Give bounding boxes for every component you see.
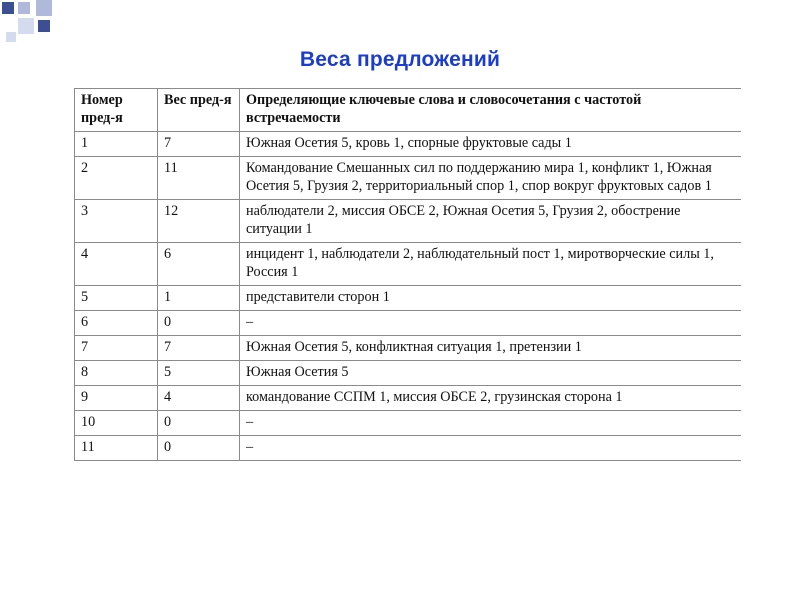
sentence-weight-cell: 5: [158, 361, 240, 386]
sentence-number-cell: 11: [75, 436, 158, 461]
deco-square: [6, 32, 16, 42]
header-sentence-weight: Вес пред-я: [158, 89, 240, 132]
table-row: [75, 200, 742, 243]
sentence-weight-cell: 0: [158, 411, 240, 436]
deco-square: [36, 0, 52, 16]
keywords-cell: инцидент 1, наблюдатели 2, наблюдательный пост 1, миротворческие силы 1, Россия 1: [240, 243, 742, 286]
sentence-weight-cell: 7: [158, 336, 240, 361]
sentence-weight-cell: 1: [158, 286, 240, 311]
table-row: [75, 386, 742, 411]
table-row: [75, 361, 742, 386]
sentence-weight-cell: 0: [158, 311, 240, 336]
keywords-cell: Южная Осетия 5: [240, 361, 742, 386]
sentence-number-cell: 4: [75, 243, 158, 286]
sentence-weights-table: [74, 88, 741, 461]
sentence-number-cell: 8: [75, 361, 158, 386]
keywords-cell: –: [240, 411, 742, 436]
sentence-weight-cell: 7: [158, 132, 240, 157]
page-title: Веса предложений: [299, 48, 501, 71]
sentence-weight-cell: 4: [158, 386, 240, 411]
table-row: [75, 436, 742, 461]
header-keywords: Определяющие ключевые слова и словосочетания с частотой встречаемости: [240, 89, 742, 132]
table-row: [75, 243, 742, 286]
keywords-cell: Командование Смешанных сил по поддержанию мира 1, конфликт 1, Южная Осетия 5, Грузия 2, территориальный спор 1, спор вокруг фруктовых садов 1: [240, 157, 742, 200]
table-row: [75, 132, 742, 157]
keywords-cell: Южная Осетия 5, кровь 1, спорные фруктовые сады 1: [240, 132, 742, 157]
corner-decoration: [0, 0, 70, 50]
keywords-cell: наблюдатели 2, миссия ОБСЕ 2, Южная Осетия 5, Грузия 2, обострение ситуации 1: [240, 200, 742, 243]
deco-square: [38, 20, 50, 32]
header-sentence-number: Номер пред-я: [75, 89, 158, 132]
deco-square: [2, 2, 14, 14]
sentence-number-cell: 1: [75, 132, 158, 157]
table-row: [75, 411, 742, 436]
sentence-weight-cell: 6: [158, 243, 240, 286]
sentence-number-cell: 10: [75, 411, 158, 436]
sentence-number-cell: 3: [75, 200, 158, 243]
sentence-weight-cell: 11: [158, 157, 240, 200]
deco-square: [18, 2, 30, 14]
sentence-number-cell: 7: [75, 336, 158, 361]
table-row: [75, 286, 742, 311]
table-header-row: [75, 89, 742, 132]
table-row: [75, 311, 742, 336]
deco-square: [18, 18, 34, 34]
sentence-number-cell: 5: [75, 286, 158, 311]
table-row: [75, 157, 742, 200]
keywords-cell: командование ССПМ 1, миссия ОБСЕ 2, грузинская сторона 1: [240, 386, 742, 411]
keywords-cell: Южная Осетия 5, конфликтная ситуация 1, претензии 1: [240, 336, 742, 361]
keywords-cell: –: [240, 311, 742, 336]
sentence-weight-cell: 12: [158, 200, 240, 243]
sentence-weight-cell: 0: [158, 436, 240, 461]
table-row: [75, 336, 742, 361]
keywords-cell: –: [240, 436, 742, 461]
keywords-cell: представители сторон 1: [240, 286, 742, 311]
sentence-number-cell: 6: [75, 311, 158, 336]
sentence-number-cell: 2: [75, 157, 158, 200]
sentence-number-cell: 9: [75, 386, 158, 411]
